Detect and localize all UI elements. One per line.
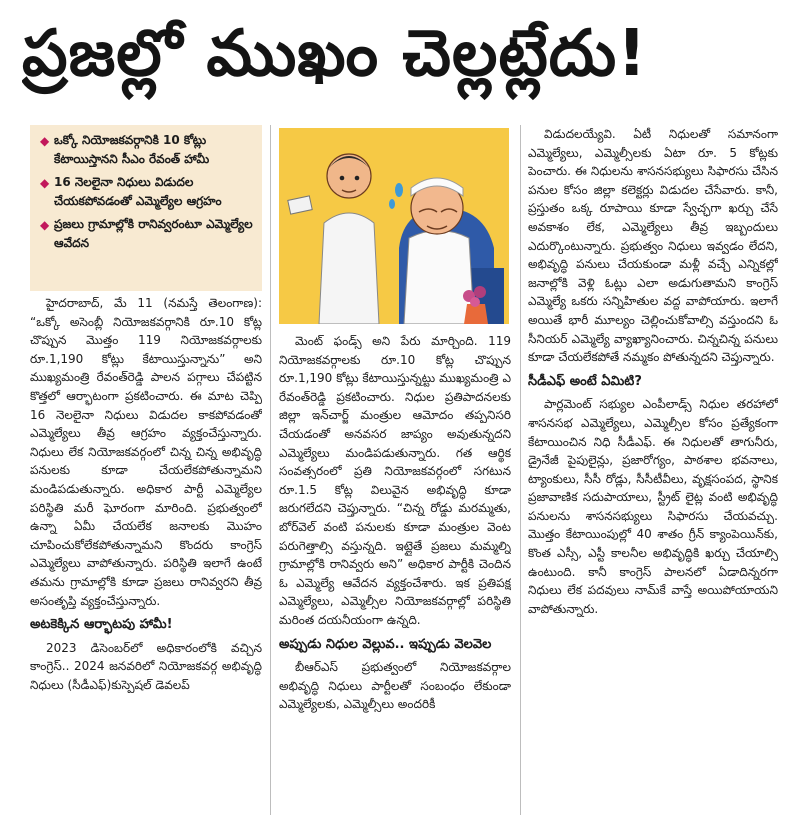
paragraph: బీఆర్ఎస్ ప్రభుత్వంలో నియోజకవర్గాల అభివృద్ధి నిధులు పార్టీలతో సంబంధం లేకుండా ఎమ్మెల్యేలకు, ఎమ్మెల్సీలు అందరికీ [279, 660, 511, 712]
paragraph: 2023 డిసెంబర్‌లో అధికారంలోకి వచ్చిన కాంగ్రెస్.. 2024 జనవరిలో నియోజకవర్గ అభివృద్ధి నిధులు (సీడీఎఫ్)కుస్పెషల్ డెవలప్ [30, 640, 262, 692]
bullet-icon: ◆ [40, 176, 50, 190]
cartoon-image [279, 128, 509, 324]
column-separator [520, 125, 521, 815]
highlight-item [38, 215, 254, 253]
headline: ప్రజల్లో ముఖం చెల్లట్లేదు! [22, 17, 648, 91]
bullet-icon: ◆ [40, 134, 50, 148]
subheading: అప్పుడు నిధుల వెల్లువ.. ఇప్పుడు వెలవెల [279, 636, 492, 652]
article-column-1 [30, 294, 262, 814]
article-column-3 [528, 125, 778, 815]
subheading: సీడీఎఫ్ అంటే ఏమిటి? [528, 373, 642, 389]
paragraph: హైదరాబాద్, మే 11 (నమస్తే తెలంగాణ): “ఒక్కో అసెంబ్లీ నియోజకవర్గానికి రూ.10 కోట్ల చొప్పున మొత్తం 119 నియోజకవర్గాలకు రూ.1,190 కోట్లు కేటాయిస్తున్నాను” అని ముఖ్యమంత్రి రేవంత్‌రెడ్డి పాలన పగ్గాలు చేపట్టిన కొత్తలో ఆర్భాటంగా ప్రకటించారు. ఈ మాట చెప్పి 16 నెలలైనా నిధులు విడుదల కాకపోవడంతో ఎమ్మెల్యేలు తీవ్ర ఆగ్రహం వ్యక్తంచేస్తున్నారు. నిధులు లేక నియోజకవర్గంలో చిన్న చిన్న అభివృద్ధి పనులకు కూడా చేయలేకపోతున్నామని మండిపడుతున్నారు. అధికార పార్టీ ఎమ్మెల్యేల పరిస్థితి మరీ ఘోరంగా మారింది. ప్రభుత్వంలో ఉన్నా ఏమీ చేయలేక జనాలకు మొహం చూపించుకోలేకపోతున్నామని కొందరు కాంగ్రెస్ ఎమ్మెల్యేలు వాపోతున్నారు. పరిస్థితి ఇలాగే ఉంటే తమను గ్రామాల్లోకి కూడా ప్రజలు రానివ్వరని తీవ్ర అసంతృప్తి వ్యక్తంచేస్తున్నారు. [30, 296, 262, 608]
highlight-text: 16 నెలలైనా నిధులు విడుదల చేయకపోవడంతో ఎమ్మెల్యేల ఆగ్రహం [54, 175, 222, 208]
highlight-text: ఒక్కో నియోజకవర్గానికి 10 కోట్లు కేటాయిస్తానని సీఎం రేవంత్ హామీ [54, 133, 210, 166]
highlight-item [38, 173, 254, 211]
highlight-text: ప్రజలు గ్రామాల్లోకి రానివ్వరంటూ ఎమ్మెల్యేల ఆవేదన [54, 217, 253, 250]
bullet-icon: ◆ [40, 218, 50, 232]
article-column-2 [279, 332, 511, 814]
subheading: అటకెక్కిన ఆర్భాటపు హామీ! [30, 617, 173, 633]
paragraph: విడుదలయ్యేవి. ఏటీ నిధులతో సమానంగా ఎమ్మెల్యేలు, ఎమ్మెల్సీలకు ఏటా రూ. 5 కోట్లకు పెంచారు. ఈ నిధులను శాసనసభ్యులు సిఫారసు చేసిన పనుల కోసం జిల్లా కలెక్టర్లు విడుదల చేసేవారు. కానీ, ప్రస్తుతం ఒక్క రూపాయి కూడా స్వేచ్ఛగా ఖర్చు చేసే అవకాశం లేక, ఎమ్మెల్యేలు తీవ్ర ఇబ్బందులు ఎదుర్కొంటున్నారు. ప్రభుత్వం నిధులు ఇవ్వడం లేదని, అభివృద్ధి పనులు చేయకుండా మళ్లీ వచ్చే ఎన్నికల్లో జనాల్లోకి వెళ్లి ఓట్లు ఎలా అడుగుతామని కాంగ్రెస్ ఎమ్మెల్యే ఒకరు సన్నిహితుల వద్ద వాపోయారు. ఇలాగే అయితే భారీ మూల్యం చెల్లించుకోవాల్సి వస్తుందని ఓ సీనియర్ ఎమ్మెల్యే వ్యాఖ్యానించారు. చిన్నచిన్న పనులు కూడా చేయలేకపోతే నమ్మకం పోతున్నదని చెప్తున్నారు. [528, 127, 778, 365]
column-separator [270, 125, 271, 815]
cartoon-illustration [279, 128, 509, 324]
paragraph: పార్లమెంట్ సభ్యుల ఎంపీలాడ్స్ నిధుల తరహాలో శాసనసభ ఎమ్మెల్యేలు, ఎమ్మెల్సీల కోసం ప్రత్యేకంగా కేటాయించిన నిధి సీడీఎఫ్. ఈ నిధులతో తాగునీరు, డ్రైనేజీ పైపులైన్లు, ప్రజారోగ్యం, పాఠశాల భవనాలు, ట్యాంకులు, సీసీ రోడ్లు, సీసీటీవీలు, వృక్షసంపద, స్థానిక ప్రజావాణిక సదుపాయాలు, స్ట్రీట్ లైట్ల వంటి అభివృద్ధి పనులను శాసనసభ్యులు సిఫారసు చేయవచ్చు. మొత్తం కేటాయింపుల్లో 40 శాతం గ్రీన్ క్యాంపెయిన్‌కు, కొంత ఎస్సీ, ఎస్టీ కాలనీల అభివృద్ధికి ఖర్చు చేయాల్సి ఉంటుంది. కానీ కాంగ్రెస్ పాలనలో ఏడాదిన్నరగా నిధులు లేక పదవులు నామ్‌కే వాస్తే అయిపోయాయని వాపోతున్నారు. [528, 397, 778, 616]
paragraph: మెంట్ ఫండ్స్ అని పేరు మార్చింది. 119 నియోజకవర్గాలకు రూ.10 కోట్ల చొప్పున రూ.1,190 కోట్లు కేటాయిస్తున్నట్టు ముఖ్యమంత్రి ఎ రేవంత్‌రెడ్డి ప్రకటించారు. నిధుల ప్రతిపాదనలకు జిల్లా ఇన్‌చార్జ్ మంత్రుల ఆమోదం తప్పనిసరి చేయడంతో అనవసర జాప్యం అవుతున్నదని ఎమ్మెల్యేలు మండిపడుతున్నారు. గత ఆర్థిక సంవత్సరంలో ప్రతి నియోజకవర్గంలో సగటున రూ.1.5 కోట్ల విలువైన అభివృద్ధి కూడా జరుగలేదని చెప్తున్నారు. “చిన్న రోడ్డు మరమ్మతు, బోర్‌వెల్ వంటి పనులకు కూడా మంత్రుల వెంట పరుగెత్తాల్సి వస్తున్నది. ఇట్లైతే ప్రజలు మమ్మల్ని గ్రామాల్లోకి రానివ్వరు అని” అధికార పార్టీకి చెందిన ఓ ఎమ్మెల్యే ఆవేదన వ్యక్తంచేశారు. ఇక ప్రతిపక్ష ఎమ్మెల్యేలు, ఎమ్మెల్సీల నియోజకవర్గాల్లో పరిస్థితి మరింత దయనీయంగా ఉన్నది. [279, 334, 511, 627]
highlights-box [30, 125, 262, 291]
highlight-item [38, 131, 254, 169]
